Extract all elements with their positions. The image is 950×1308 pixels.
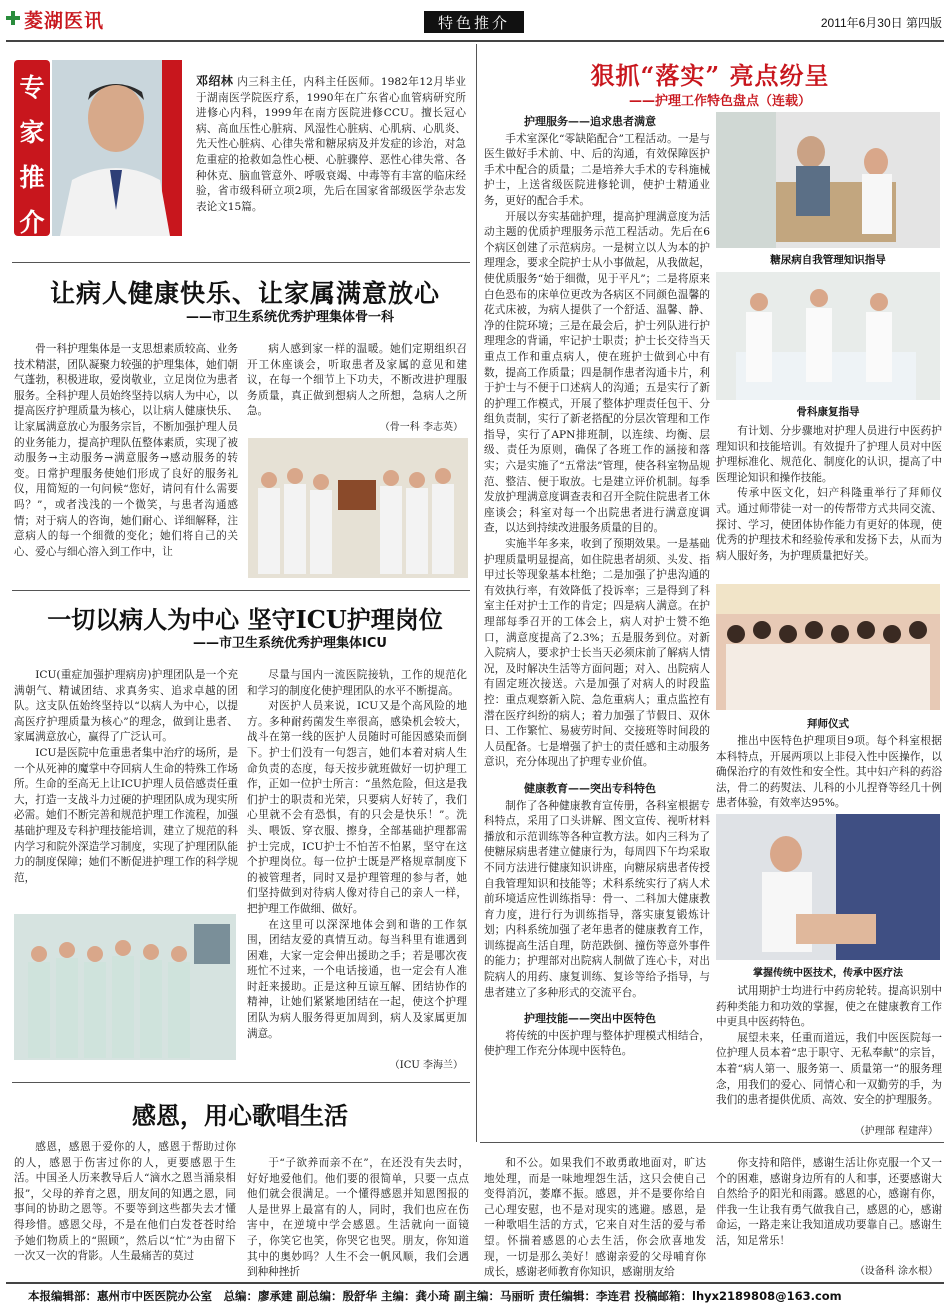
article3-r-p1: 有计划、分步骤地对护理人员进行中医药护理知识和技能培训。有效提升了护理人员对中医护理标准化、规范化、制度化的认识，提高了中医理论知识和操作技能。	[716, 425, 942, 484]
article2-col2-p3: 在这里可以深深地体会到和谐的工作氛围，团结友爱的真情互动。每当科里有谁遇到困难，大家一定会伸出援助之手；若是哪次夜班忙不过来，一个电话接通，也一定会有人准时赶来援助。正是这种互谅互解、团结协作的精神，让她们紧紧地团结在一起，使这个护理团队为病人服务得更加周到，病人及家属更加满意。	[247, 918, 467, 1040]
article3-right-top	[716, 424, 942, 564]
column-divider	[476, 44, 477, 1142]
article4-col4: 你支持和陪伴，感谢生活让你克服一个又一个的困难，感谢身边所有的人和事，还要感谢大自然给予的阳光和雨露。感恩的心，感谢有你，伴我一生让我有勇气做我自己，感恩的心，感谢命运，一路走来让我知道成功要靠自己。感谢生活，知足常乐！	[716, 1157, 942, 1247]
section-rule	[12, 590, 470, 591]
mentorship-ceremony-caption: 拜师仪式	[807, 718, 849, 730]
article3-section2-heading: 健康教育——突出专科特色	[524, 781, 656, 795]
article1-signature: （骨一科 李志英）	[379, 422, 463, 433]
article3-r-p4: 试用期护士均进行中药房轮转。提高识别中药种类能力和功效的掌握，使之在健康教育工作中更具中医药特色。	[716, 985, 942, 1029]
article1-col2: 病人感到家一样的温暖。她们定期组织召开工休座谈会，听取患者及家属的意见和建议，在每一个细节上下功夫，不断改进护理服务质量，真正做到想病人之所想，急病人之所急。	[247, 343, 467, 418]
article3-s1-p1: 手术室深化“零缺陷配合”工程活动。一是与医生做好手术前、中、后的沟通，有效保障医护手术中配合的质量；二是培养大手术的专科施械护士，上送省级医院进修轮训，使护士精通业务，更好的配合手术。	[484, 132, 710, 207]
expert-tag-char: 介	[19, 208, 45, 237]
article3-r-p5: 展望未来，任重而道远，我们中医医院每一位护理人员本着“忠于职守、无私奉献”的宗旨，本着“病人第一、服务第一、质量第一”的服务理念，用我们的爱心、同情心和一双勤劳的手，为我们的患者提供优质、高效、安全的护理服务。	[716, 1031, 942, 1107]
article3-r-p3: 推出中医特色护理项目9项。每个科室根据本科特点，开展两项以上非侵入性中医操作，以确保治疗的有效性和安全性。其中妇产科的药浴法，骨二的药熨法、儿科的小儿捏脊等经几十例患者体验，有效率达95%。	[716, 735, 942, 810]
article3-section1-heading: 护理服务——追求患者满意	[524, 115, 656, 128]
article3-right-bottom	[716, 984, 942, 1109]
footer-rule	[6, 1282, 944, 1284]
article2-col1-p1: ICU(重症加强护理病房)护理团队是一个充满朝气、精诚团结、求真务实、追求卓越的团队。这支队伍始终坚持以“以病人为中心，以提高医疗护理质量为核心”的理念，做到让患者、家属满意放心，赢得了广泛认可。	[14, 669, 238, 744]
issue-date: 2011年6月30日 第四版	[820, 16, 942, 30]
article2-subtitle: ——市卫生系统优秀护理集体ICU	[193, 636, 387, 651]
article3-title: 狠抓“落实” 亮点纷呈	[590, 61, 830, 90]
tcm-technique-photo	[716, 814, 940, 960]
article3-s2-p1: 制作了各种健康教育宣传册，各科室根据专科特点，采用了口头讲解、图文宣传、视听材料播放和示范训练等各种宣教方法。如内三科为了使糖尿病患者建立健康行为，每周四下午均采取不同方法进行健康知识讲座，向糖尿病患者传授自我管理知识和技能等；术科系统实行了病人术前环境适应性训练指导：骨一、二科加大健康教育力度，进行行为训练指导，落实康复锻炼计划；内科系统加强了老年患者的健康教育工作，训练提高生活自理，防范跌倒、撞伤等意外事件的能力；护理部对出院病人制做了连心卡，对出院病人的用药、康复训练、复诊等给予指导，与患者建立了多种形式的交流平台。	[484, 799, 710, 999]
mentorship-ceremony-photo	[716, 584, 940, 710]
article3-s1-p3: 实施半年多来，收到了预期效果。一是基础护理质量明显提高，如住院患者胡须、头发、指甲过长等现象基本杜绝；二是加强了护患沟通的有效执行率，有效降低了投诉率；三是得到了科室主任对护士工作的肯定；四是病人满意。在护理部每季召开的工体会上，病人对护士赞不绝口，满意度提高了2.3%；五是服务到位。对新入院病人，要求护士长当天必须床前了解病人情况，及时解决生活等方面问题；对入、出院病人有固定班次接送。六是加强了对病人的时段监控：重点观察新入院、急危重病人；重点监控有潜在医疗纠纷的病人；着力加强了节假日、双休日、工作繁忙、易疲劳时间、交接班等时间段的人员配备。七是增强了护士的责任感和主动服务意识，充分体现出了护理专业价值。	[484, 538, 710, 769]
section-rule	[480, 1142, 944, 1143]
article1-group-photo	[248, 438, 468, 578]
article2-col2	[247, 668, 467, 1046]
masthead-logo-icon	[6, 10, 20, 24]
article3-section3-heading: 护理技能——突出中医特色	[524, 1012, 656, 1026]
footer-credits: 本报编辑部：惠州市中医医院办公室 总编：廖承建 副总编：殷舒华 主编：龚小琦 副主编：马丽昕 责任编辑：李连君 投稿邮箱：lhyx2189808@163.com	[28, 1289, 842, 1303]
article2-title: 一切以病人为中心 坚守ICU护理岗位	[47, 605, 443, 634]
diabetes-education-photo	[716, 112, 940, 248]
article2-col1-p2: ICU是医院中危重患者集中治疗的场所，是一个从死神的魔掌中夺回病人生命的特殊工作场所。生命的至高无上让ICU护理人员倍感责任重大，打造一支战斗力过硬的护理团队成为现实所必需。她们不断完善和规范护理工作流程，加强基础护理及专科护理技能培训，建立了规范的科内学习和院外深造学习制度，实现了护理团队能力的制度保障；她们不断促进护理工作的科学规范，	[14, 746, 238, 884]
article3-s1-p2: 开展以夯实基础护理，提高护理满意度为活动主题的优质护理服务示范工程活动。先后在6个病区创建了示范病房。一是树立以人为本的护理理念，要求全院护士从小事做起，从我做起，使优质服务“始于细微，见于平凡”；二是将原来白色恐布的床单位更改为各病区不同颜色温馨的花式床被，为病人提供了一个舒适、温馨、静、净的住院环境；三是在最会后，护士列队进行护理理念的背诵，牢记护士职责；护士长交待当天重点工作和重点病人，使在班护士做到心中有数，提高工作质量；四是制作患者沟通卡片，利于护士与不便于口述病人的沟通；五是实行了新的护理工作模式，开展了整体护理责任包干、分组负责制，实行了新老搭配的分层次管理和工作指导，实行了APN排班制，以连续、均衡、层级、责任为原则，确保了各班工作的涵接和落实；六是实施了“五常法”管理，使各科室物品规范、整洁、便于取放。七是建立评价机制。每季发放护理满意度调查表和召开全院住院患者工休座谈会；科室对每一个出院患者进行满意度调查，以达到持续改进服务质量的目的。	[484, 210, 710, 535]
article1-col1: 骨一科护理集体是一支思想素质较高、业务技术精湛，团队凝聚力较强的护理集体，她们朝气蓬勃，积极进取，爱岗敬业，立足岗位为患者服务。全科护理人员始终坚持以病人为中心，以提高医疗护理质量为核心，以让病人健康快乐、让家属满意放心为服务宗旨，不断加强护理人员的业务能力，提高护理队伍整体素质，实现了被动服务→主动服务→满意服务→感动服务的转变。日常护理服务使她们形成了良好的服务礼仪，用简短的一句问候“您好，请问有什么需要吗？”，或者浅浅的一个微笑，与患者沟通感情；对于病人的咨询，她们耐心、详细解释，注意病人的每一个细微的变化；她们将自己的关心、爱心与细心溶入到工作中，让	[14, 343, 238, 558]
article3-right-mid	[716, 734, 942, 812]
header-rule	[6, 40, 944, 42]
article4-col3: 和不公。如果我们不敢勇敢地面对，旷达地处理，而是一味地埋怨生活，这只会使自己变得消沉，萎靡不振。感恩，并不是要你给自己心理安慰，也不是对现实的逃避。感恩，是一种歌唱生活的方式，它来自对生活的爱与希望。怀揣着感恩的心去生活，你会欣喜地发现，一切是那么美好！感谢亲爱的父母哺育你成长，感谢老师教育你知识，感谢朋友给	[484, 1157, 706, 1279]
orthopedic-rehab-caption: 骨科康复指导	[796, 406, 860, 418]
article4-col1: 感恩，感恩于爱你的人，感恩于帮助过你的人，感恩于伤害过你的人，更要感恩于生活。中国圣人历来教导后人“滴水之恩当涌泉相报”，父母的养育之恩，朋友间的知遇之恩，同事间的协助之恩等。不要等到这些都失去才懂得珍惜。感恩父母，不是在他们白发苍苍时给予她们物质上的“照顾”，然后以“忙”为由留下一次又一次的背影。人生最痛苦的莫过	[14, 1141, 236, 1263]
article3-subtitle: ——护理工作特色盘点（连载）	[628, 94, 811, 109]
article2-signature: （ICU 李海兰）	[389, 1060, 463, 1071]
article4-col2: 于“子欲养而亲不在”，在还没有失去时，好好地爱他们。他们要的很简单，只要一点点他们就会很满足。一个懂得感恩并知恩图报的人是世界上最富有的人，同时，我们也应在伤害中，在逆境中学会感恩。生活就向一面镜子，你笑它也笑，你哭它也哭。朋友，你知道其中的奥妙吗？人生不会一帆风顺，我们会遇到种种挫折	[247, 1157, 469, 1279]
article4-signature: （设备科 涂水根）	[854, 1266, 938, 1277]
expert-name: 邓绍林	[196, 74, 234, 88]
article3-s3-p1: 将传统的中医护理与整体护理模式相结合，使护理工作充分体现中医特色。	[484, 1029, 710, 1058]
article2-icu-photo	[14, 914, 236, 1060]
column-title: 特色推介	[437, 14, 510, 32]
expert-tag	[14, 60, 50, 236]
expert-tag-char: 专	[19, 73, 45, 102]
article2-col2-p1: 尽量与国内一流医院接轨，工作的规范化和学习的制度化使护理团队的水平不断提高。	[247, 669, 467, 697]
expert-tag-char: 家	[19, 118, 45, 147]
article3-signature: （护理部 程建萍）	[854, 1126, 938, 1137]
expert-portrait	[52, 60, 182, 236]
tcm-technique-caption: 掌握传统中医技术，传承中医疗法	[753, 968, 903, 979]
expert-tag-char: 推	[19, 163, 45, 192]
masthead: 菱湖医讯	[24, 10, 105, 32]
section-rule	[12, 1082, 470, 1083]
expert-bio: 内三科主任，内科主任医师。1982年12月毕业于湖南医学院医疗系，1990年在广东省心血管病研究所进修心内科，1999年在南方医院进修CCU。擅长冠心病、高血压性心脏病、风湿性心脏病、心肌病、心肌炎、先天性心脏病、心律失常和糖尿病及并发症的诊治，对急危重症的抢救如急性心梗、心脏骤停、恶性心律失常、各种休克、脑血管意外、呼吸衰竭、中毒等有丰富的临床经验，省市级科研立项2项，先后在国家省部级医学杂志发表论文15篇。	[196, 76, 466, 213]
article1-subtitle: ——市卫生系统优秀护理集体骨一科	[185, 310, 394, 325]
article2-col2-p2: 对医护人员来说，ICU又是个高风险的地方。多种耐药菌发生率很高，感染机会较大，战斗在第一线的医护人员随时可能因感染而倒下。护士们没有一句怨言，她们本着对病人生命负责的态度，每天按步就班做好一切护理工作，正如一位护士所言：“虽然危险，但这是我们护士的职责和光荣，只要病人好转了，我们心里就不会有恐惧，有的只会是快乐！”。洗头、喂饭、穿衣服、擦身，全部基础护理都需护士完成，ICU护士不怕苦不怕累，坚守在这个护理岗位。每一位护士既是严格规章制度下的被管理者，同时又是护理管理的参与者，她们坚持做到对待病人像对待自己的亲人一样，把护理工作做细、做好。	[247, 700, 467, 915]
diabetes-education-caption: 糖尿病自我管理知识指导	[770, 254, 886, 266]
article2-col1	[14, 668, 238, 904]
expert-bio-block	[196, 74, 466, 215]
article3-r-p2: 传承中医文化，妇产科隆重举行了拜师仪式。通过师带徒一对一的传帮带方式共同交流、探讨、学习，使团体协作能力有更好的体现，使优秀的护理技术和经验传承和发扬下去，从而为病人服好务，为护理质量把好关。	[716, 487, 942, 562]
article1-title: 让病人健康快乐、让家属满意放心	[49, 279, 440, 308]
article3-left-column	[484, 108, 710, 1140]
orthopedic-rehab-photo	[716, 272, 940, 400]
section-rule	[12, 262, 470, 263]
article4-title: 感恩，用心歌唱生活	[132, 1101, 348, 1130]
